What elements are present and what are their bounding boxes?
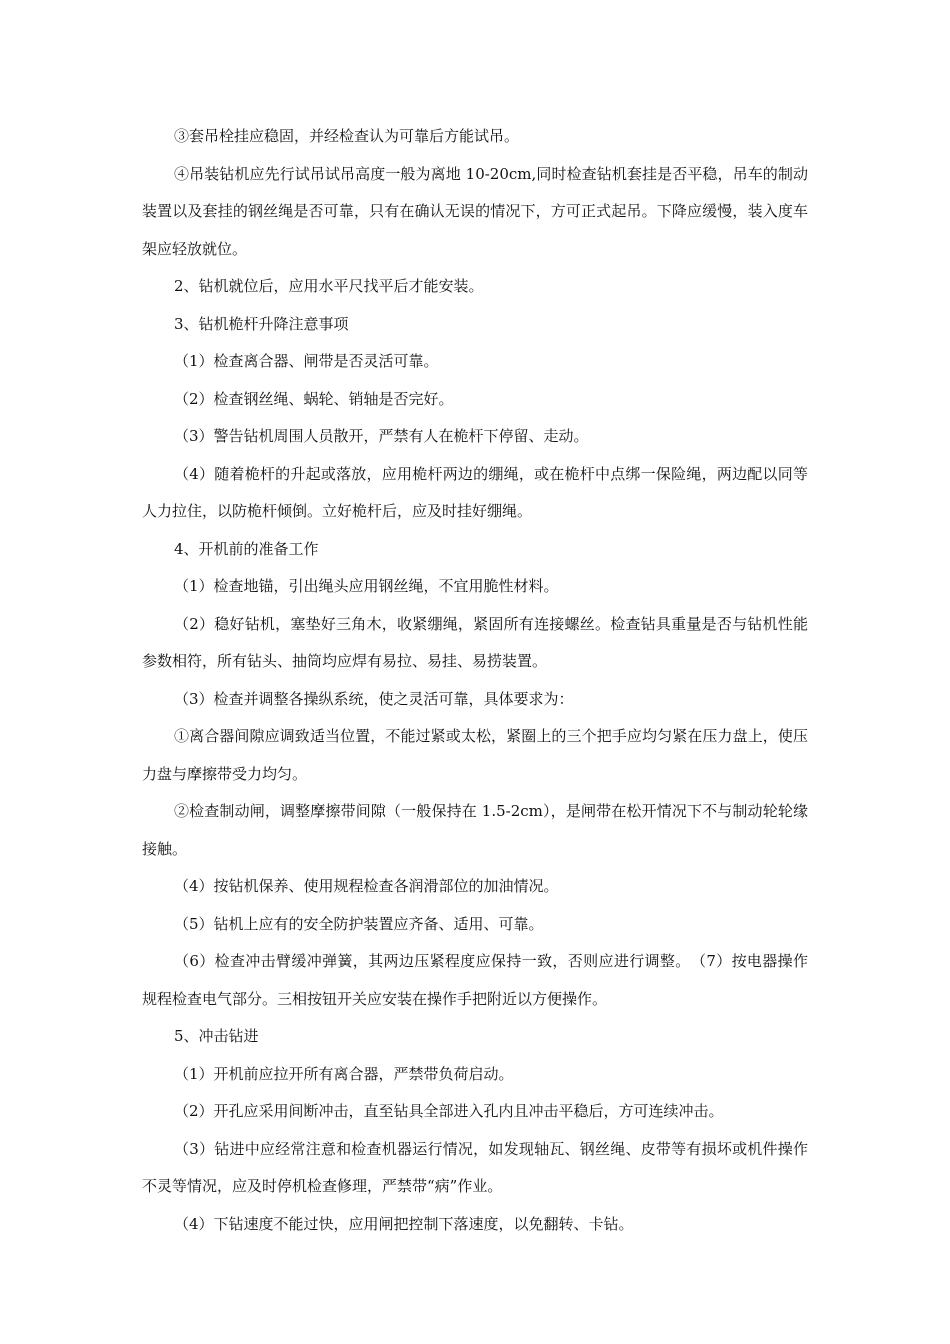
paragraph-3-2-wire-rope-check: （2）检查钢丝绳、蜗轮、销轴是否完好。 [174,389,454,408]
section-heading-5-percussion-drilling: 5、冲击钻进 [174,1027,259,1045]
paragraph-4-3-1-clutch-gap: ①离合器间隙应调致适当位置，不能过紧或太松，紧圈上的三个把手应均匀紧在压力盘上，使压力盘与摩擦带受力均匀。 [142,727,808,783]
paragraph-5-3-monitor-operation: （3）钻进中应经常注意和检查机器运行情况，如发现轴瓦、钢丝绳、皮带等有损坏或机件操作不灵等情况，应及时停机检查修理，严禁带“病”作业。 [142,1139,808,1195]
section-heading-3-mast-raising: 3、钻机桅杆升降注意事项 [174,314,349,333]
paragraph-4-3-control-systems: （3）检查并调整各操纵系统，使之灵活可靠，具体要求为： [174,689,574,708]
paragraph-5-4-lowering-speed: （4）下钻速度不能过快，应用闸把控制下落速度，以免翻转、卡钻。 [174,1214,634,1233]
paragraph-4-4-lubrication: （4）按钻机保养、使用规程检查各润滑部位的加油情况。 [174,877,559,895]
paragraph-5-1-no-load-start: （1）开机前应拉开所有离合器，严禁带负荷启动。 [174,1064,514,1083]
paragraph-4-2-stabilize-rig: （2）稳好钻机，塞垫好三角木，收紧绷绳，紧固所有连接螺丝。检查钻具重量是否与钻机性能参数相符，所有钻头、抽筒均应焊有易拉、易挂、易捞装置。 [142,614,808,670]
paragraph-5-2-intermittent-percussion: （2）开孔应采用间断冲击，直至钻具全部进入孔内且冲击平稳后，方可连续冲击。 [174,1102,724,1120]
paragraph-4-6-7-springs-electrical: （6）检查冲击臂缓冲弹簧，其两边压紧程度应保持一致，否则应进行调整。 （7）按电器操作规程检查电气部分。三相按钮开关应安装在操作手把附近以方便操作。 [142,952,808,1008]
paragraph-step-3-hoist-fastening: ③套吊栓挂应稳固，并经检查认为可靠后方能试吊。 [174,127,520,145]
paragraph-section-2-leveling: 2、钻机就位后，应用水平尺找平后才能安装。 [174,277,484,295]
paragraph-4-5-safety-devices: （5）钻机上应有的安全防护装置应齐备、适用、可靠。 [174,914,544,933]
paragraph-3-1-clutch-check: （1）检查离合器、闸带是否灵活可靠。 [174,352,439,370]
paragraph-4-3-2-brake-check: ②检查制动闸，调整摩擦带间隙（一般保持在 1.5-2cm），是闸带在松开情况下不与制动轮轮缘接触。 [142,802,808,858]
paragraph-step-4-trial-lift: ④吊装钻机应先行试吊试吊高度一般为离地 10-20cm,同时检查钻机套挂是否平稳，吊车的制动装置以及套挂的钢丝绳是否可靠，只有在确认无误的情况下，方可正式起吊。下降应缓慢，装入度车架应轻放就位。 [142,164,808,258]
section-heading-4-pre-start-prep: 4、开机前的准备工作 [174,539,319,558]
paragraph-3-4-guy-ropes: （4）随着桅杆的升起或落放，应用桅杆两边的绷绳，或在桅杆中点绑一保险绳，两边配以同等人力拉住，以防桅杆倾倒。立好桅杆后，应及时挂好绷绳。 [142,464,808,520]
paragraph-3-3-personnel-warning: （3）警告钻机周围人员散开，严禁有人在桅杆下停留、走动。 [174,427,589,445]
paragraph-4-1-ground-anchor: （1）检查地锚，引出绳头应用钢丝绳，不宜用脆性材料。 [174,577,559,595]
document-body [142,118,808,1243]
